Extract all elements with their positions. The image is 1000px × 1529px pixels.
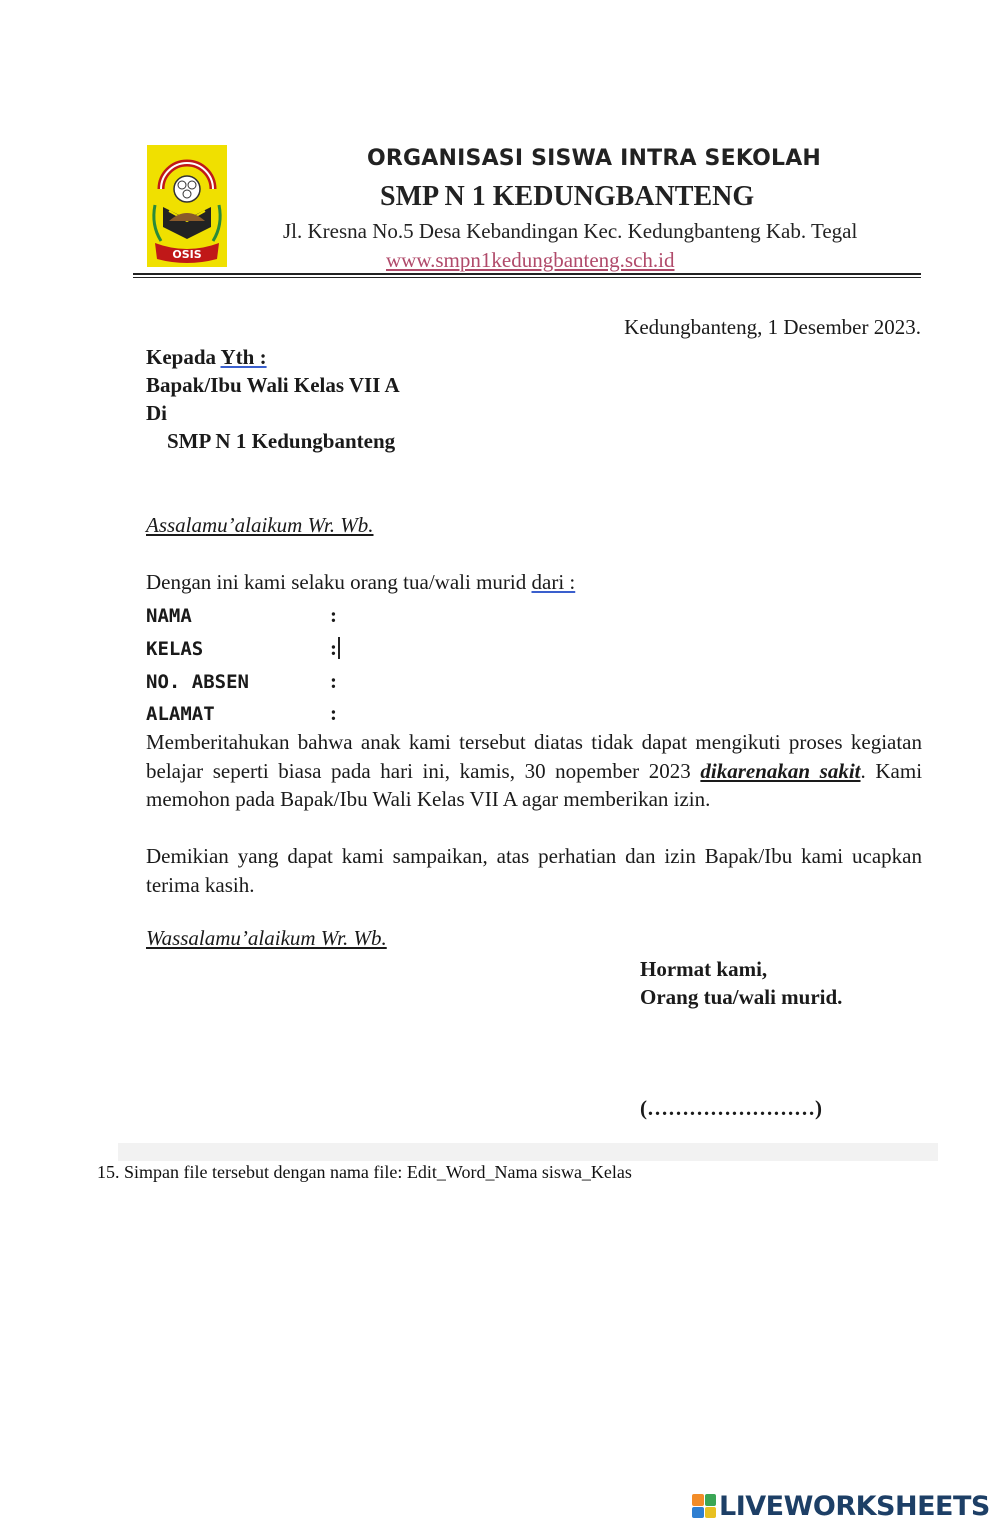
field-input-alamat[interactable]: : xyxy=(330,701,337,725)
field-label-no-absen: NO. ABSEN xyxy=(146,671,249,693)
intro-text: Dengan ini kami selaku orang tua/wali murid xyxy=(146,570,527,594)
intro-line xyxy=(146,570,575,595)
recipient-block xyxy=(146,343,400,455)
text-cursor xyxy=(338,637,340,659)
greeting: Assalamu’alaikum Wr. Wb. xyxy=(146,513,374,537)
school-name: SMP N 1 KEDUNGBANTENG xyxy=(380,181,755,212)
header-divider-thick xyxy=(133,273,921,275)
signature-line1: Hormat kami, xyxy=(640,957,768,981)
org-name: ORGANISASI SISWA INTRA SEKOLAH xyxy=(367,146,822,171)
field-label-nama: NAMA xyxy=(146,605,192,627)
closing-paragraph: Demikian yang dapat kami sampaikan, atas perhatian dan izin Bapak/Ibu kami ucapkan terima kasih. xyxy=(146,844,922,897)
recipient-yth: Yth : xyxy=(220,345,267,369)
field-input-nama[interactable]: : xyxy=(330,603,337,627)
header-divider-thin xyxy=(133,277,921,278)
logo-text: OSIS xyxy=(172,248,202,261)
intro-dari: dari : xyxy=(531,570,576,594)
notice-text-end: . Kami memohon pada Bapak/Ibu Wali Kelas VII A agar memberikan izin. xyxy=(146,758,923,811)
school-website-link[interactable]: www.smpn1kedungbanteng.sch.id xyxy=(386,248,675,272)
instruction-text: 15. Simpan file tersebut dengan nama file: Edit_Word_Nama siswa_Kelas xyxy=(97,1162,632,1182)
field-input-no-absen[interactable]: : xyxy=(330,669,337,693)
closing-greeting: Wassalamu’alaikum Wr. Wb. xyxy=(146,926,387,950)
osis-logo-icon xyxy=(147,145,227,267)
liveworksheets-brand[interactable] xyxy=(692,1486,990,1526)
brand-name: LIVEWORKSHEETS xyxy=(719,1490,990,1522)
school-address: Jl. Kresna No.5 Desa Kebandingan Kec. Kedungbanteng Kab. Tegal xyxy=(283,219,858,243)
field-label-kelas: KELAS xyxy=(146,638,204,660)
signature-block xyxy=(640,955,842,1011)
recipient-kepada: Kepada xyxy=(146,345,217,369)
recipient-line3: Di xyxy=(146,401,167,425)
notice-paragraph xyxy=(146,728,922,814)
letter-date: Kedungbanteng, 1 Desember 2023. xyxy=(624,315,921,339)
notice-reason: dikarenakan sakit xyxy=(700,758,861,783)
recipient-line2: Bapak/Ibu Wali Kelas VII A xyxy=(146,373,400,397)
field-label-alamat: ALAMAT xyxy=(146,703,215,725)
signature-line2: Orang tua/wali murid. xyxy=(640,985,843,1009)
notice-text-start: Memberitahukan bahwa anak kami tersebut diatas tidak dapat mengikuti proses kegiatan belajar seperti biasa pada hari ini, kamis, 30 nopember 2023 xyxy=(146,730,922,783)
letter-bottom-band xyxy=(118,1143,938,1161)
recipient-line4: SMP N 1 Kedungbanteng xyxy=(167,429,396,453)
liveworksheets-logo-icon xyxy=(692,1494,716,1518)
signature-blank: (……………………) xyxy=(640,1096,822,1120)
field-input-kelas[interactable]: : xyxy=(330,636,340,661)
